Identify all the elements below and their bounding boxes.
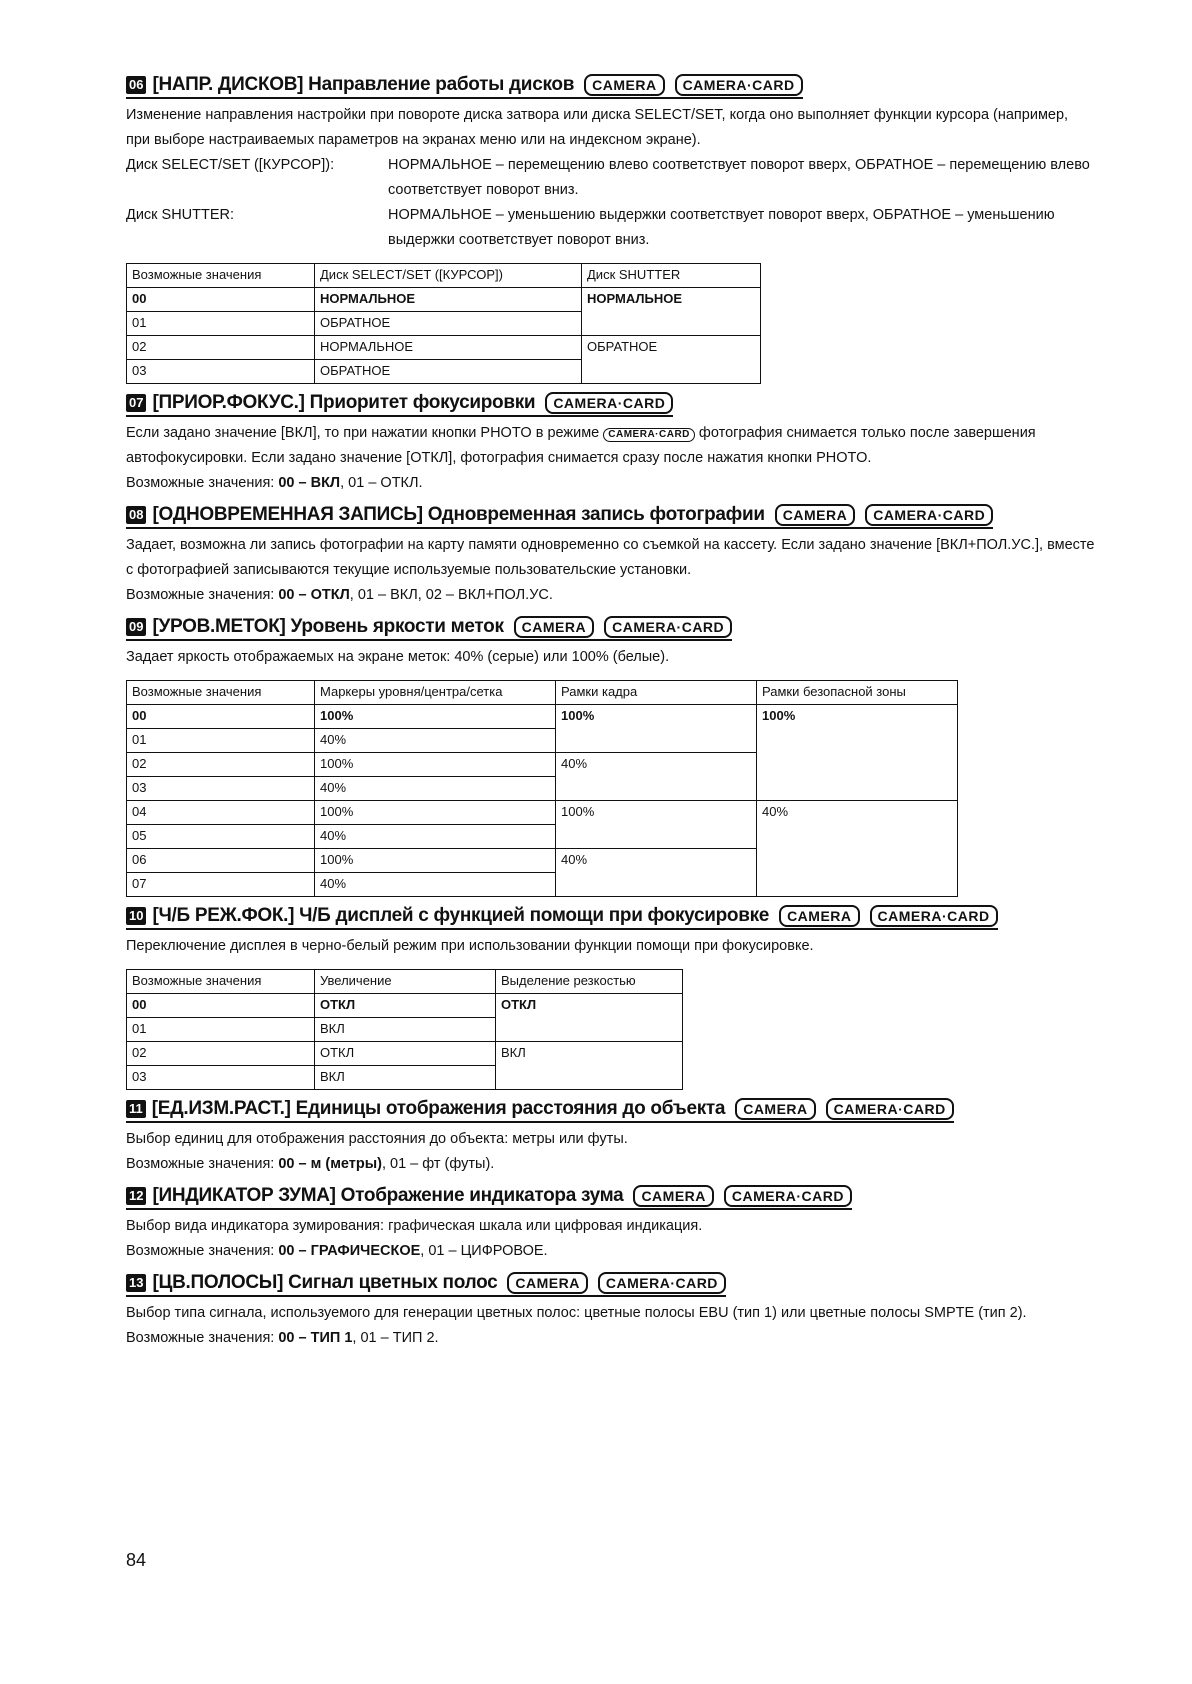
camera-mode-badge: CAMERA <box>584 74 664 96</box>
table-cell: ОТКЛ <box>315 994 496 1018</box>
camera-card-mode-badge: CAMERA·CARD <box>545 392 673 414</box>
table-cell: ВКЛ <box>315 1066 496 1090</box>
default-value: 00 – ОТКЛ <box>278 587 350 603</box>
section-08 <box>126 504 1096 608</box>
table-cell: 100% <box>315 753 556 777</box>
table-cell: 100% <box>315 705 556 729</box>
possible-values <box>126 471 1096 496</box>
values-label: Возможные значения: <box>126 1156 275 1172</box>
table-cell: НОРМАЛЬНОЕ <box>582 288 761 336</box>
table-header: Возможные значения <box>127 970 315 994</box>
section-10-heading <box>126 905 998 930</box>
section-number-badge: 11 <box>126 1100 146 1118</box>
table-header: Рамки кадра <box>556 681 757 705</box>
values-label: Возможные значения: <box>126 1243 275 1259</box>
dial-text: НОРМАЛЬНОЕ – уменьшению выдержки соответствует поворот вверх, ОБРАТНОЕ – уменьшению выдержки соответствует поворот вниз. <box>388 207 1055 248</box>
section-06 <box>126 74 1096 384</box>
section-11 <box>126 1098 1096 1177</box>
default-value: 00 – ТИП 1 <box>278 1330 353 1346</box>
table-cell: 100% <box>556 801 757 849</box>
manual-page <box>126 74 1096 1359</box>
camera-mode-badge: CAMERA <box>735 1098 815 1120</box>
section-title: [Ч/Б РЕЖ.ФОК.] Ч/Б дисплей с функцией помощи при фокусировке <box>152 905 770 926</box>
other-values: , 01 – ОТКЛ. <box>340 475 423 491</box>
camera-mode-badge: CAMERA <box>633 1185 713 1207</box>
other-values: , 01 – фт (футы). <box>381 1156 495 1172</box>
table-cell: ОБРАТНОЕ <box>315 360 582 384</box>
table-cell: 40% <box>315 873 556 897</box>
table-cell: 100% <box>315 849 556 873</box>
table-cell: 03 <box>127 777 315 801</box>
camera-card-mode-badge: CAMERA·CARD <box>865 504 993 526</box>
section-07-heading <box>126 392 673 417</box>
section-08-heading <box>126 504 993 529</box>
section-description: Изменение направления настройки при повороте диска затвора или диска SELECT/SET, когда оно выполняет функции курсора (например, при выборе настраиваемых параметров на экранах меню или на индексном экране). <box>126 107 1069 148</box>
table-cell: 06 <box>127 849 315 873</box>
table-cell: 40% <box>315 729 556 753</box>
table-cell: 40% <box>315 777 556 801</box>
table-cell: 05 <box>127 825 315 849</box>
section-title: [ПРИОР.ФОКУС.] Приоритет фокусировки <box>152 392 536 413</box>
table-cell: ОБРАТНОЕ <box>582 336 761 384</box>
camera-card-mode-badge: CAMERA·CARD <box>604 616 732 638</box>
section-title: [ИНДИКАТОР ЗУМА] Отображение индикатора зума <box>152 1185 624 1206</box>
section-number-badge: 10 <box>126 907 146 925</box>
camera-card-mode-badge: CAMERA·CARD <box>603 428 695 442</box>
camera-card-mode-badge: CAMERA·CARD <box>826 1098 954 1120</box>
camera-card-mode-badge: CAMERA·CARD <box>675 74 803 96</box>
section-title: [ОДНОВРЕМЕННАЯ ЗАПИСЬ] Одновременная запись фотографии <box>152 504 765 525</box>
table-cell: 40% <box>757 801 958 897</box>
table-cell: 07 <box>127 873 315 897</box>
default-value: 00 – м (метры) <box>278 1156 382 1172</box>
camera-card-mode-badge: CAMERA·CARD <box>598 1272 726 1294</box>
section-description: Задает яркость отображаемых на экране меток: 40% (серые) или 100% (белые). <box>126 649 670 665</box>
table-cell: 100% <box>757 705 958 801</box>
table-header: Диск SELECT/SET ([КУРСОР]) <box>315 264 582 288</box>
table-cell: 03 <box>127 1066 315 1090</box>
other-values: , 01 – ВКЛ, 02 – ВКЛ+ПОЛ.УС. <box>349 587 553 603</box>
table-cell: НОРМАЛЬНОЕ <box>315 288 582 312</box>
possible-values <box>126 583 1096 608</box>
values-label: Возможные значения: <box>126 1330 275 1346</box>
section-13-heading <box>126 1272 726 1297</box>
page-number: 84 <box>126 1550 147 1570</box>
section-title: [НАПР. ДИСКОВ] Направление работы дисков <box>152 74 575 95</box>
camera-mode-badge: CAMERA <box>779 905 859 927</box>
table-header: Выделение резкостью <box>496 970 683 994</box>
table-cell: ОБРАТНОЕ <box>315 312 582 336</box>
other-values: , 01 – ЦИФРОВОЕ. <box>420 1243 548 1259</box>
marker-level-table <box>126 680 958 897</box>
table-cell: ВКЛ <box>496 1042 683 1090</box>
table-cell: НОРМАЛЬНОЕ <box>315 336 582 360</box>
default-value: 00 – ГРАФИЧЕСКОЕ <box>278 1243 421 1259</box>
table-cell: 04 <box>127 801 315 825</box>
possible-values <box>126 1239 1096 1264</box>
section-title: [УРОВ.МЕТОК] Уровень яркости меток <box>152 616 504 637</box>
section-number-badge: 12 <box>126 1187 146 1205</box>
section-description: Выбор единиц для отображения расстояния до объекта: метры или футы. <box>126 1131 628 1147</box>
table-header: Увеличение <box>315 970 496 994</box>
table-cell: 02 <box>127 336 315 360</box>
section-description: Задает, возможна ли запись фотографии на карту памяти одновременно со съемкой на кассету. Если задано значение [ВКЛ+ПОЛ.УС.], вместе с фотографией записываются текущие используемые пользовательские установки. <box>126 537 1095 578</box>
section-description: Переключение дисплея в черно-белый режим при использовании функции помощи при фокусировке. <box>126 938 814 954</box>
dial-direction-table <box>126 263 761 384</box>
section-13 <box>126 1272 1096 1351</box>
camera-card-mode-badge: CAMERA·CARD <box>724 1185 852 1207</box>
section-11-heading <box>126 1098 954 1123</box>
section-number-badge: 09 <box>126 618 146 636</box>
table-cell: 03 <box>127 360 315 384</box>
other-values: , 01 – ТИП 2. <box>352 1330 439 1346</box>
table-cell: 00 <box>127 288 315 312</box>
section-title: [ЕД.ИЗМ.РАСТ.] Единицы отображения расстояния до объекта <box>151 1098 726 1119</box>
possible-values <box>126 1152 1096 1177</box>
section-number-badge: 06 <box>126 76 146 94</box>
dial-label: Диск SELECT/SET ([КУРСОР]): <box>126 157 335 173</box>
section-07 <box>126 392 1096 496</box>
table-cell: 00 <box>127 994 315 1018</box>
table-cell: 100% <box>556 705 757 753</box>
section-09-heading <box>126 616 732 641</box>
section-title: [ЦВ.ПОЛОСЫ] Сигнал цветных полос <box>152 1272 498 1293</box>
dial-description-select <box>126 153 1096 203</box>
text-part: фотография снимается только после завершения автофокусировки. Если задано значение [ОТКЛ], фотография снимается сразу после нажатия кнопки PHOTO. <box>126 425 1036 466</box>
section-12 <box>126 1185 1096 1264</box>
camera-mode-badge: CAMERA <box>775 504 855 526</box>
table-cell: 00 <box>127 705 315 729</box>
values-label: Возможные значения: <box>126 475 275 491</box>
section-description <box>126 421 1096 471</box>
section-description: Выбор вида индикатора зумирования: графическая шкала или цифровая индикация. <box>126 1218 703 1234</box>
default-value: 00 – ВКЛ <box>278 475 341 491</box>
camera-card-mode-badge: CAMERA·CARD <box>870 905 998 927</box>
section-06-heading <box>126 74 803 99</box>
table-header: Возможные значения <box>127 264 315 288</box>
table-header: Рамки безопасной зоны <box>757 681 958 705</box>
section-09 <box>126 616 1096 897</box>
table-cell: 01 <box>127 1018 315 1042</box>
section-number-badge: 13 <box>126 1274 146 1292</box>
section-10 <box>126 905 1096 1090</box>
dial-description-shutter <box>126 203 1096 253</box>
section-number-badge: 08 <box>126 506 146 524</box>
table-cell: 40% <box>556 753 757 801</box>
table-cell: ОТКЛ <box>315 1042 496 1066</box>
bw-focus-table <box>126 969 683 1090</box>
table-cell: 02 <box>127 753 315 777</box>
table-cell: 02 <box>127 1042 315 1066</box>
table-header: Диск SHUTTER <box>582 264 761 288</box>
possible-values <box>126 1326 1096 1351</box>
table-cell: 100% <box>315 801 556 825</box>
section-description: Выбор типа сигнала, используемого для генерации цветных полос: цветные полосы EBU (тип 1) или цветные полосы SMPTE (тип 2). <box>126 1305 1027 1321</box>
table-cell: 01 <box>127 729 315 753</box>
table-cell: 01 <box>127 312 315 336</box>
table-cell: ВКЛ <box>315 1018 496 1042</box>
table-header: Маркеры уровня/центра/сетка <box>315 681 556 705</box>
table-cell: ОТКЛ <box>496 994 683 1042</box>
table-cell: 40% <box>556 849 757 897</box>
values-label: Возможные значения: <box>126 587 275 603</box>
section-number-badge: 07 <box>126 394 146 412</box>
camera-mode-badge: CAMERA <box>507 1272 587 1294</box>
camera-mode-badge: CAMERA <box>514 616 594 638</box>
dial-text: НОРМАЛЬНОЕ – перемещению влево соответствует поворот вверх, ОБРАТНОЕ – перемещению влево соответствует поворот вниз. <box>388 157 1090 198</box>
dial-label: Диск SHUTTER: <box>126 207 235 223</box>
table-header: Возможные значения <box>127 681 315 705</box>
section-12-heading <box>126 1185 852 1210</box>
table-cell: 40% <box>315 825 556 849</box>
text-part: Если задано значение [ВКЛ], то при нажатии кнопки PHOTO в режиме <box>126 425 600 441</box>
